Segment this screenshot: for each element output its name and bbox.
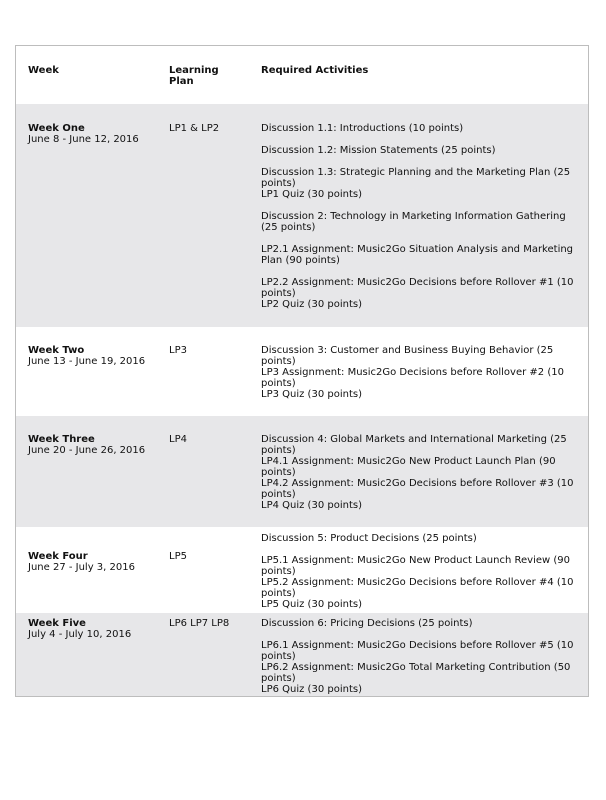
header-learning-plan-line1: Learning [169, 65, 219, 76]
week-dates: June 27 - July 3, 2016 [28, 562, 135, 573]
activity-item: Discussion 4: Global Markets and International Marketing (25 points) [261, 434, 567, 456]
activity-item: LP2 Quiz (30 points) [261, 299, 362, 310]
table-header-row [16, 46, 588, 104]
table-row-week-three [16, 416, 588, 527]
week-name: Week One [28, 123, 85, 134]
table-row-week-four [16, 527, 588, 613]
week-name: Week Three [28, 434, 95, 445]
week-name: Week Five [28, 618, 86, 629]
learning-plan-cell: LP5 [169, 551, 187, 562]
week-dates: June 13 - June 19, 2016 [28, 356, 146, 367]
header-learning-plan-line2: Plan [169, 76, 194, 87]
activity-item: LP6.1 Assignment: Music2Go Decisions before Rollover #5 (10 points) [261, 640, 574, 662]
activity-item: LP5 Quiz (30 points) [261, 599, 362, 610]
activity-item: LP5.2 Assignment: Music2Go Decisions before Rollover #4 (10 points) [261, 577, 574, 599]
activity-item: Discussion 1.2: Mission Statements (25 points) [261, 145, 496, 156]
header-learning-plan [169, 65, 249, 87]
week-dates: June 20 - June 26, 2016 [28, 445, 146, 456]
activity-item: LP5.1 Assignment: Music2Go New Product Launch Review (90 points) [261, 555, 570, 577]
week-cell [28, 123, 158, 145]
activity-item: Discussion 2: Technology in Marketing Information Gathering (25 points) [261, 211, 566, 233]
activity-item: LP6.2 Assignment: Music2Go Total Marketing Contribution (50 points) [261, 662, 571, 684]
activity-item: LP1 Quiz (30 points) [261, 189, 362, 200]
week-cell [28, 434, 158, 456]
week-cell [28, 551, 158, 573]
activity-item: Discussion 1.1: Introductions (10 points) [261, 123, 464, 134]
week-dates: June 8 - June 12, 2016 [28, 134, 139, 145]
learning-plan-cell: LP1 & LP2 [169, 123, 220, 134]
week-name: Week Two [28, 345, 85, 356]
learning-plan-cell: LP3 [169, 345, 187, 356]
week-cell [28, 345, 158, 367]
activity-item: LP4.1 Assignment: Music2Go New Product Launch Plan (90 points) [261, 456, 556, 478]
course-schedule-table [15, 45, 589, 697]
activity-item: Discussion 6: Pricing Decisions (25 points) [261, 618, 473, 629]
week-cell [28, 618, 158, 640]
table-row-week-one [16, 104, 588, 327]
header-required-activities: Required Activities [261, 65, 369, 76]
activity-item: Discussion 1.3: Strategic Planning and the Marketing Plan (25 points) [261, 167, 571, 189]
week-dates: July 4 - July 10, 2016 [28, 629, 132, 640]
activity-item: Discussion 3: Customer and Business Buying Behavior (25 points) [261, 345, 554, 367]
table-row-week-five [16, 613, 588, 697]
activity-item: LP3 Assignment: Music2Go Decisions before Rollover #2 (10 points) [261, 367, 564, 389]
activity-item: LP3 Quiz (30 points) [261, 389, 362, 400]
activity-item: LP4 Quiz (30 points) [261, 500, 362, 511]
learning-plan-cell: LP4 [169, 434, 187, 445]
table-row-week-two [16, 327, 588, 416]
learning-plan-cell: LP6 LP7 LP8 [169, 618, 230, 629]
activity-item: LP2.1 Assignment: Music2Go Situation Analysis and Marketing Plan (90 points) [261, 244, 574, 266]
activity-item: LP6 Quiz (30 points) [261, 684, 362, 695]
activity-item: LP2.2 Assignment: Music2Go Decisions before Rollover #1 (10 points) [261, 277, 574, 299]
header-week: Week [28, 65, 59, 76]
week-name: Week Four [28, 551, 88, 562]
activity-item: Discussion 5: Product Decisions (25 points) [261, 533, 477, 544]
activity-item: LP4.2 Assignment: Music2Go Decisions before Rollover #3 (10 points) [261, 478, 574, 500]
